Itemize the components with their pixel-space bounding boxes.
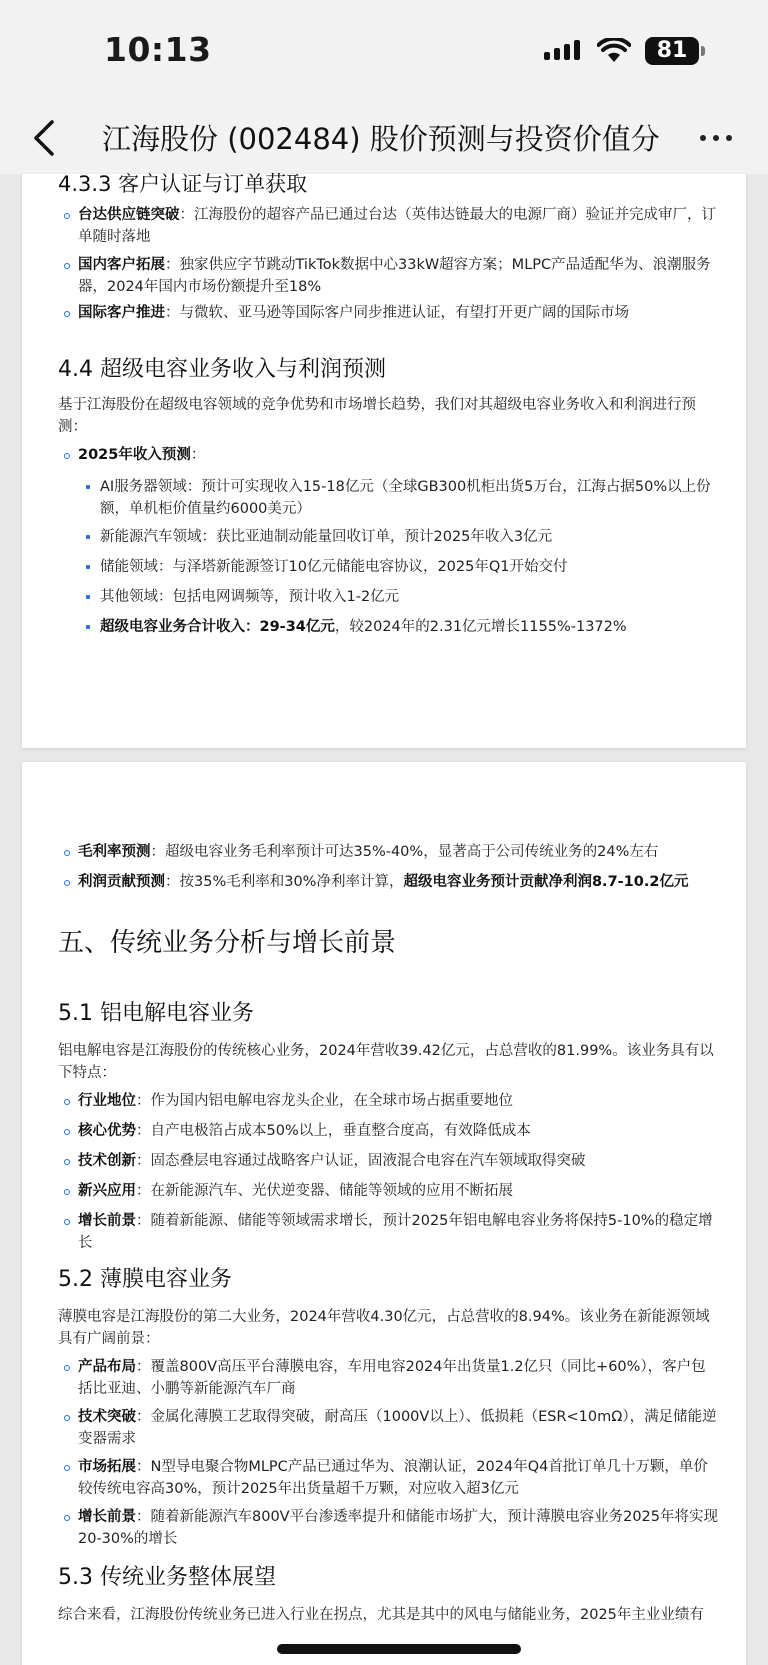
list-item: 市场拓展：N型导电聚合物MLPC产品已通过华为、浪潮认证，2024年Q4首批订单几十万颗，单价较传统电容高30%，预计2025年出货量超千万颗，对应收入超3亿元 [58,1456,718,1500]
document-page-1 [22,174,746,748]
page-title: 江海股份 (002484) 股价预测与投资价值分 [102,122,660,156]
list-item: AI服务器领域：预计可实现收入15-18亿元（全球GB300机柜出货5万台，江海占据50%以上份额，单机柜价值量约6000美元） [80,476,718,520]
list-item: 2025年收入预测： [58,444,718,466]
heading-5-3: 5.3 传统业务整体展望 [58,1565,276,1590]
list-item: 国内客户拓展：独家供应字节跳动TikTok数据中心33kW超容方案；MLPC产品适配华为、浪潮服务器，2024年国内市场份额提升至18% [58,254,718,298]
list-item: 国际客户推进：与微软、亚马逊等国际客户同步推进认证，有望打开更广阔的国际市场 [58,302,718,324]
home-indicator[interactable] [277,1644,521,1654]
list-item: 增长前景：随着新能源、储能等领域需求增长，预计2025年铝电解电容业务将保持5-10%的稳定增长 [58,1210,718,1254]
list-item: 新兴应用：在新能源汽车、光伏逆变器、储能等领域的应用不断拓展 [58,1180,718,1202]
more-options-icon[interactable] [700,128,740,148]
list-item: 台达供应链突破：江海股份的超容产品已通过台达（英伟达链最大的电源厂商）验证并完成审厂，订单随时落地 [58,204,718,248]
list-item: 增长前景：随着新能源汽车800V平台渗透率提升和储能市场扩大，预计薄膜电容业务2025年将实现20-30%的增长 [58,1506,718,1550]
heading-5-1: 5.1 铝电解电容业务 [58,1001,254,1026]
battery-icon: 81 [645,37,699,65]
back-chevron-icon[interactable] [26,116,66,160]
heading-4-3-3: 4.3.3 客户认证与订单获取 [58,172,308,196]
paragraph-5-3: 综合来看，江海股份传统业务已进入行业在拐点，尤其是其中的风电与储能业务，2025年主业业绩有 [58,1607,704,1623]
list-item: 储能领域：与泽塔新能源签订10亿元储能电容协议，2025年Q1开始交付 [80,556,718,578]
status-bar [0,0,768,104]
list-item: 超级电容业务合计收入：29-34亿元，较2024年的2.31亿元增长1155%-1372% [80,616,718,638]
list-item: 技术创新：固态叠层电容通过战略客户认证，固液混合电容在汽车领域取得突破 [58,1150,718,1172]
heading-chapter-5: 五、传统业务分析与增长前景 [58,928,397,958]
list-item: 行业地位：作为国内铝电解电容龙头企业，在全球市场占据重要地位 [58,1090,718,1112]
status-time: 10:13 [104,30,212,69]
paragraph-intro: 基于江海股份在超级电容领域的竞争优势和市场增长趋势，我们对其超级电容业务收入和利润进行预测： [58,397,696,435]
heading-4-4: 4.4 超级电容业务收入与利润预测 [58,357,386,382]
paragraph-5-2: 薄膜电容是江海股份的第二大业务，2024年营收4.30亿元，占总营收的8.94%。该业务在新能源领域具有广阔前景： [58,1309,710,1347]
heading-5-2: 5.2 薄膜电容业务 [58,1267,232,1292]
list-item: 利润贡献预测：按35%毛利率和30%净利率计算，超级电容业务预计贡献净利润8.7-10.2亿元 [58,871,718,893]
cellular-signal-icon [544,40,580,60]
list-item: 其他领域：包括电网调频等，预计收入1-2亿元 [80,586,718,608]
list-item: 新能源汽车领域：获比亚迪制动能量回收订单，预计2025年收入3亿元 [80,526,718,548]
wifi-icon [597,38,631,64]
list-item: 核心优势：自产电极箔占成本50%以上，垂直整合度高，有效降低成本 [58,1120,718,1142]
list-item: 毛利率预测：超级电容业务毛利率预计可达35%-40%，显著高于公司传统业务的24%左右 [58,841,718,863]
list-item: 技术突破：金属化薄膜工艺取得突破，耐高压（1000V以上）、低损耗（ESR<10mΩ），满足储能逆变器需求 [58,1406,718,1450]
nav-bar [0,104,768,174]
document-page-2 [22,762,746,1665]
battery-cap [701,46,705,56]
paragraph-5-1: 铝电解电容是江海股份的传统核心业务，2024年营收39.42亿元，占总营收的81.99%。该业务具有以下特点： [58,1043,714,1081]
list-item: 产品布局：覆盖800V高压平台薄膜电容，车用电容2024年出货量1.2亿只（同比+60%），客户包括比亚迪、小鹏等新能源汽车厂商 [58,1356,718,1400]
